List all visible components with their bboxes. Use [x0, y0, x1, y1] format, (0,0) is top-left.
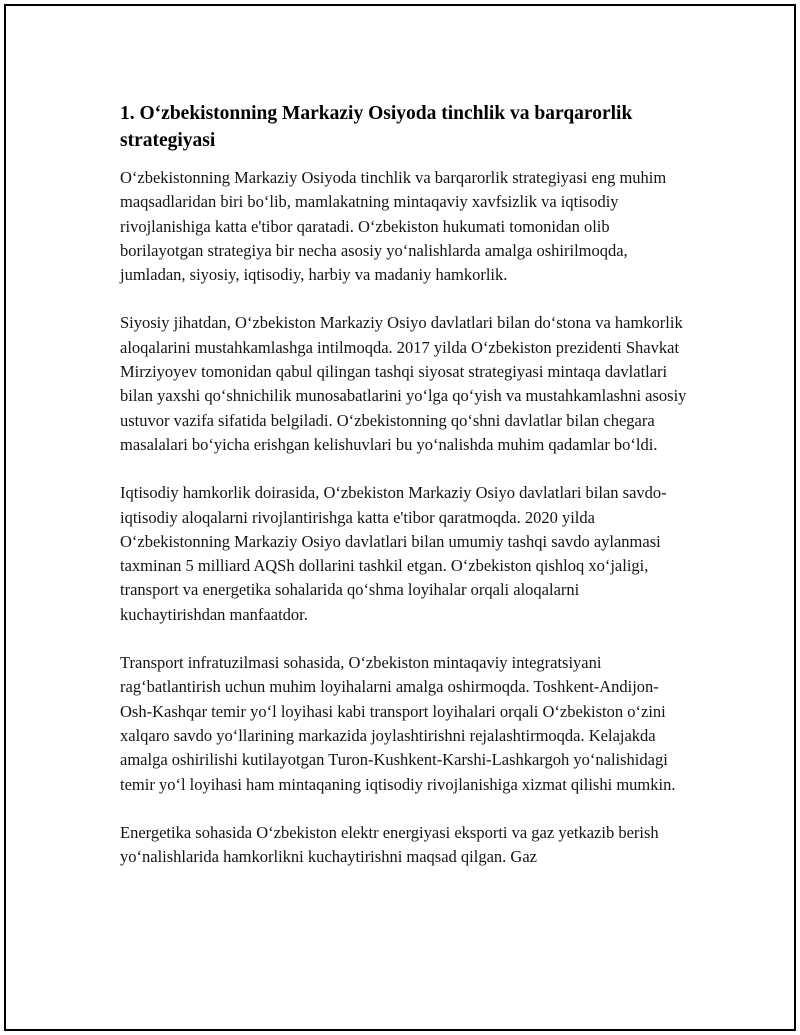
paragraph-energy: Energetika sohasida O‘zbekiston elektr energiyasi eksporti va gaz yetkazib berish yo‘nalishlarida hamkorlikni kuchaytirishni maqsad qilgan. Gaz — [120, 822, 659, 867]
paragraph-economic: Iqtisodiy hamkorlik doirasida, O‘zbekiston Markaziy Osiyo davlatlari bilan savdo-iqtisodiy aloqalarni rivojlantirishga katta e'tibor qaratmoqda. 2020 yilda O‘zbekistonning Markaziy Osiyo davlatlari bilan umumiy tashqi savdo aylanmasi taxminan 5 milliard AQSh dollarini tashkil etgan. O‘zbekiston qishloq xo‘jaligi, transport va energetika sohalarida qo‘shma loyihalar orqali aloqalarni kuchaytirishdan manfaatdor. — [120, 483, 667, 624]
section-heading: 1. O‘zbekistonning Markaziy Osiyoda tinchlik va barqarorlik strategiyasi — [120, 103, 633, 151]
paragraph-transport: Transport infratuzilmasi sohasida, O‘zbekiston mintaqaviy integratsiyani rag‘batlantirish uchun muhim loyihalarni amalga oshirmoqda. Toshkent-Andijon-Osh-Kashqar temir yo‘l loyihasi kabi transport loyihalari orqali O‘zbekiston o‘zini xalqaro savdo yo‘llarining markazida joylashtirishni rejalashtirmoqda. Kelajakda amalga oshirilishi kutilayotgan Turon-Kushkent-Karshi-Lashkargoh yo‘nalishidagi temir yo‘l loyihasi ham mintaqaning iqtisodiy rivojlanishiga xizmat qilishi mumkin. — [120, 653, 676, 794]
paragraph-intro: O‘zbekistonning Markaziy Osiyoda tinchlik va barqarorlik strategiyasi eng muhim maqsadlaridan biri bo‘lib, mamlakatning mintaqaviy xavfsizlik va iqtisodiy rivojlanishiga katta e'tibor qaratadi. O‘zbekiston hukumati tomonidan olib borilayotgan strategiya bir necha asosiy yo‘nalishlarda amalga oshirilmoqda, jumladan, siyosiy, iqtisodiy, harbiy va madaniy hamkorlik. — [120, 168, 667, 285]
document-body — [120, 100, 688, 893]
document-page — [4, 4, 796, 1031]
paragraph-political: Siyosiy jihatdan, O‘zbekiston Markaziy Osiyo davlatlari bilan do‘stona va hamkorlik aloqalarini mustahkamlashga intilmoqda. 2017 yilda O‘zbekiston prezidenti Shavkat Mirziyoyev tomonidan qabul qilingan tashqi siyosat strategiyasi mintaqa davlatlari bilan yaxshi qo‘shnichilik munosabatlarini yo‘lga qo‘yish va mustahkamlashni asosiy ustuvor vazifa sifatida belgiladi. O‘zbekistonning qo‘shni davlatlar bilan chegara masalalari bo‘yicha erishgan kelishuvlari bu yo‘nalishda muhim qadamlar bo‘ldi. — [120, 313, 687, 454]
